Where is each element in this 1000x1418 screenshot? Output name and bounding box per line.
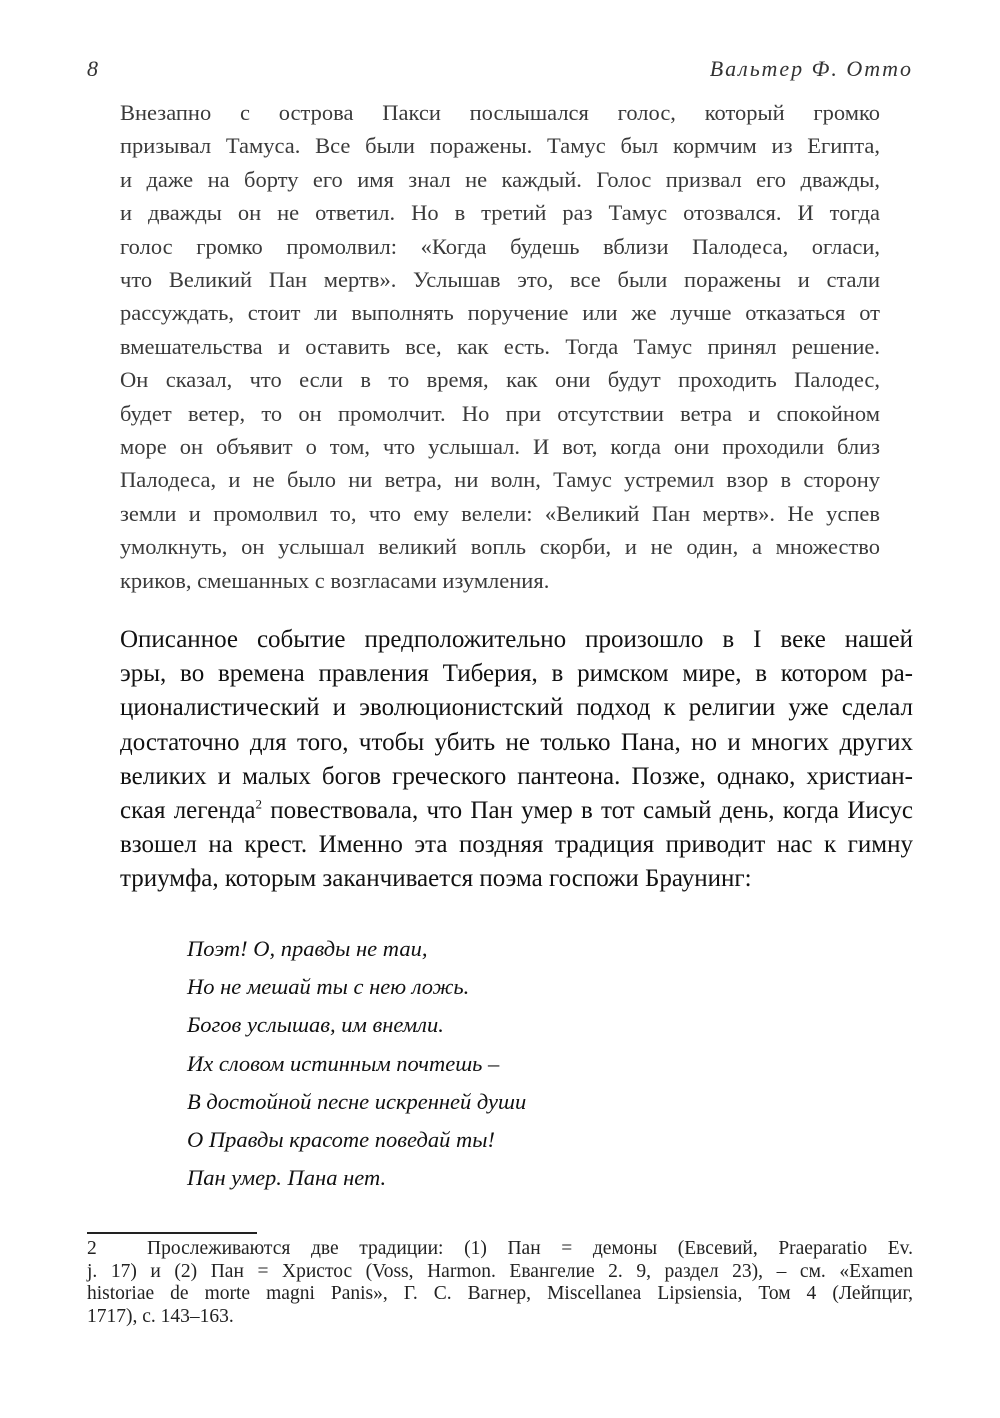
footnote-number: 2 (87, 1238, 97, 1259)
quote-line: земли и промолвил то, что ему велели: «Великий Пан мертв». Не успев (120, 500, 880, 526)
quote-line: Он сказал, что если в то время, как они будут проходить Палодес, (120, 367, 880, 393)
quote-line: будет ветер, то он промолчит. Но при отсутствии ветра и спокойном (120, 400, 880, 426)
page-number: 8 (87, 56, 98, 81)
footnote-line: 1717), с. 143–163. (87, 1305, 234, 1327)
footnote-divider (87, 1232, 257, 1234)
footnote (87, 1238, 913, 1328)
footnote-line: j. 17) и (2) Пан = Христос (Voss, Harmon. Евангелие 2. 9, раздел 23), – см. «Examen (87, 1260, 913, 1282)
quote-line: призывал Тамуса. Все были поражены. Тамус был кормчим из Египта, (120, 133, 880, 159)
quote-line: и дважды он не ответил. Но в третий раз Тамус отозвался. И тогда (120, 200, 880, 226)
poem-line: В достойной песне искренней души (187, 1088, 527, 1114)
quote-line: море он объявит о том, что услышал. И вот, когда они проходили близ (120, 434, 880, 460)
footnote-line: Прослеживаются две традиции: (1) Пан = демоны (Евсевий, Praeparatio Ev. (147, 1238, 913, 1259)
quote-line: Внезапно с острова Пакси послышался голос, который громко (120, 100, 880, 125)
paragraph-line: достаточно для того, чтобы убить не только Пана, но и многих других (120, 728, 913, 756)
quote-line: Палодеса, и не было ни ветра, ни волн, Тамус устремил взор в сторону (120, 467, 880, 493)
quote-line: умолкнуть, он услышал великий вопль скорби, и не один, а множество (120, 534, 880, 560)
poem-line: Богов услышав, им внемли. (187, 1012, 444, 1038)
quote-line: и даже на борту его имя знал не каждый. Голос призвал его дважды, (120, 166, 880, 192)
quote-line: что Великий Пан мертв». Услышав это, все были поражены и стали (120, 267, 880, 293)
paragraph-line: великих и малых богов греческого пантеона. Позже, однако, христиан- (120, 762, 913, 790)
paragraph-line: эры, во времена правления Тиберия, в римском мире, в котором ра- (120, 660, 913, 688)
poem-line: Пан умер. Пана нет. (187, 1165, 387, 1191)
poem-line: Их словом истинным почтешь – (187, 1050, 500, 1076)
poem-line: Поэт! О, правды не таи, (187, 936, 428, 961)
quote-line: рассуждать, стоит ли выполнять поручение или же лучше отказаться от (120, 300, 880, 326)
quote-line: голос громко промолвил: «Когда будешь вблизи Палодеса, огласи, (120, 233, 880, 259)
quote-line: криков, смешанных с возгласами изумления. (120, 567, 550, 593)
body-paragraph (120, 623, 913, 897)
paragraph-line: ционалистический и эволюционистский подход к религии уже сделал (120, 694, 913, 722)
paragraph-line (120, 794, 913, 828)
paragraph-line: взошел на крест. Именно эта поздняя традиция приводит нас к гимну (120, 831, 913, 859)
poem (187, 930, 526, 1197)
footnote-reference[interactable]: 2 (255, 796, 262, 812)
paragraph-line: Описанное событие предположительно произошло в I веке нашей (120, 626, 913, 653)
quote-line: вмешательства и оставить все, как есть. Тогда Тамус принял решение. (120, 333, 880, 359)
paragraph-line: триумфа, которым заканчивается поэма госпожи Браунинг: (120, 865, 752, 893)
poem-line: О Правды красоте поведай ты! (187, 1127, 495, 1153)
footnote-line: historiae de morte magni Panis», Г. С. Вагнер, Miscellanea Lipsiensia, Том 4 (Лейпциг, (87, 1283, 913, 1304)
block-quote (120, 96, 880, 597)
running-title: Вальтер Ф. Отто (709, 56, 913, 81)
text-run: ская легенда (120, 797, 256, 825)
poem-line: Но не мешай ты с нею ложь. (187, 974, 470, 1000)
text-run: повествовала, что Пан умер в тот самый день, когда Иисус (261, 797, 913, 825)
